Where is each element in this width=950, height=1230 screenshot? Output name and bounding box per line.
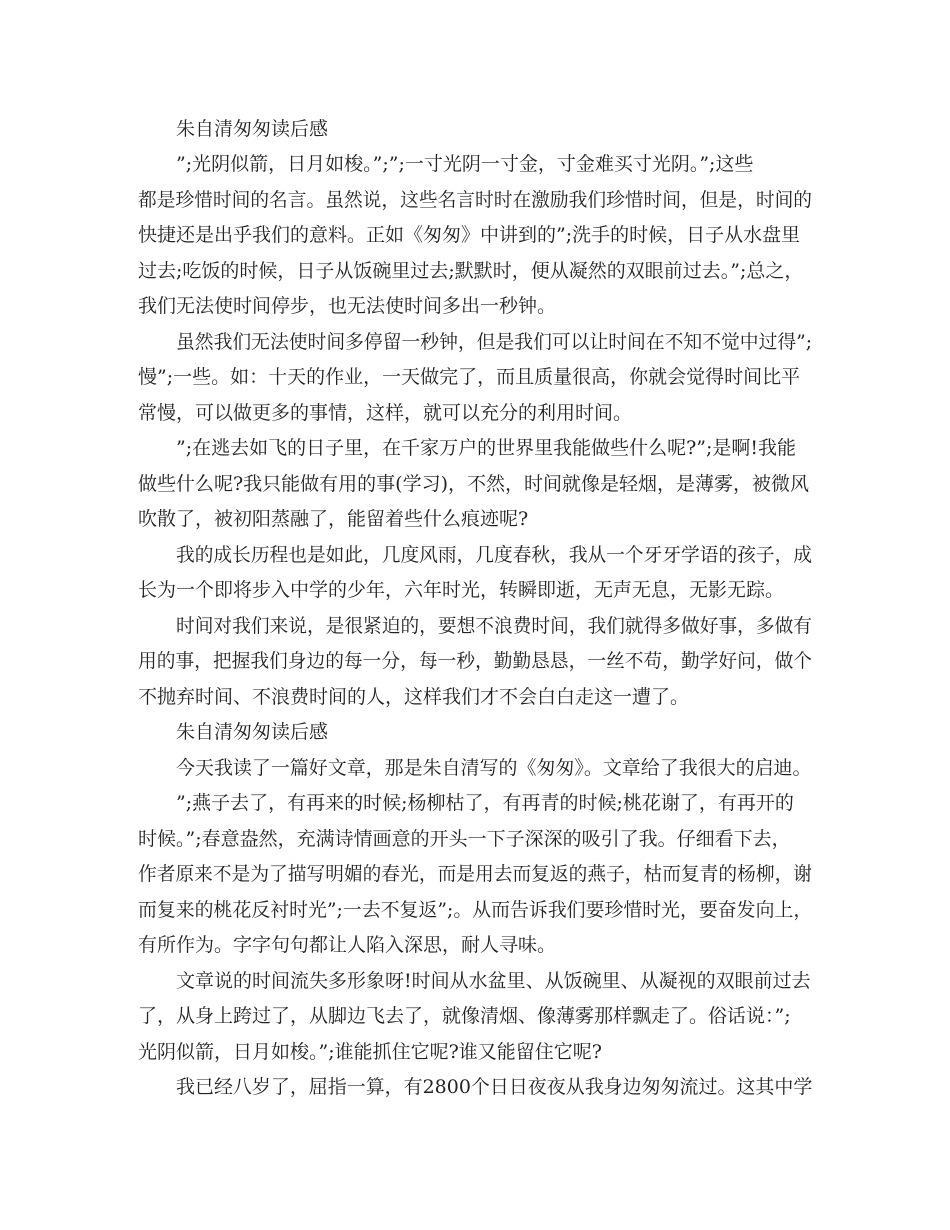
- body-text-line: ”;在逃去如飞的日子里，在千家万户的世界里我能做些什么呢?”;是啊!我能: [176, 437, 797, 459]
- body-text-line: 而复来的桃花反衬时光”;一去不复返”;。从而告诉我们要珍惜时光，要奋发向上，: [138, 899, 813, 921]
- body-text-line: 过去;吃饭的时候，日子从饭碗里过去;默默时，便从凝然的双眼前过去。”;总之，: [138, 260, 804, 282]
- body-text-line: 我已经八岁了，屈指一算，有2800个日日夜夜从我身边匆匆流过。这其中学: [176, 1076, 813, 1098]
- body-text-line: 常慢，可以做更多的事情，这样，就可以充分的利用时间。: [138, 402, 633, 424]
- body-text-line: 慢”;一些。如：十天的作业，一天做完了，而且质量很高，你就会觉得时间比平: [138, 366, 801, 388]
- body-text-line: 我的成长历程也是如此，几度风雨，几度春秋，我从一个牙牙学语的孩子，成: [176, 544, 813, 566]
- body-text-line: 时候。”;春意盎然，充满诗情画意的开头一下子深深的吸引了我。仔细看下去，: [138, 828, 791, 850]
- body-text-line: 今天我读了一篇好文章，那是朱自清写的《匆匆》。文章给了我很大的启迪。: [176, 757, 812, 779]
- body-text-line: 长为一个即将步入中学的少年，六年时光，转瞬即逝，无声无息，无影无踪。: [138, 579, 785, 601]
- body-text-line: 时间对我们来说，是很紧迫的，要想不浪费时间，我们就得多做好事，多做有: [176, 615, 813, 637]
- body-text-line: 作者原来不是为了描写明媚的春光，而是用去而复返的燕子，枯而复青的杨柳，谢: [138, 863, 813, 885]
- section-title: 朱自清匆匆读后感: [176, 118, 329, 140]
- body-text-line: 我们无法使时间停步，也无法使时间多出一秒钟。: [138, 295, 557, 317]
- body-text-line: 光阴似箭，日月如梭。”;谁能抓住它呢?谁又能留住它呢?: [138, 1041, 602, 1063]
- body-text-line: 吹散了，被初阳蒸融了，能留着些什么痕迹呢?: [138, 508, 529, 530]
- body-text-line: 有所作为。字字句句都让人陷入深思，耐人寻味。: [138, 934, 557, 956]
- body-text-line: ”;燕子去了，有再来的时候;杨柳枯了，有再青的时候;桃花谢了，有再开的: [176, 792, 794, 814]
- body-text-line: 用的事，把握我们身边的每一分，每一秒，勤勤恳恳，一丝不苟，勤学好问，做个: [138, 650, 813, 672]
- body-text-line: 虽然我们无法使时间多停留一秒钟，但是我们可以让时间在不知不觉中过得”;: [176, 331, 813, 353]
- body-text-line: 快捷还是出乎我们的意料。正如《匆匆》中讲到的”;洗手的时候，日子从水盘里: [138, 224, 801, 246]
- body-text-line: 文章说的时间流失多形象呀!时间从水盆里、从饭碗里、从凝视的双眼前过去: [176, 970, 811, 992]
- body-text-line: 了，从身上跨过了，从脚边飞去了，就像清烟、像薄雾那样飘走了。俗话说：”;: [138, 1005, 791, 1027]
- body-text-line: 做些什么呢?我只能做有用的事(学习)，不然，时间就像是轻烟，是薄雾，被微风: [138, 473, 810, 495]
- body-text-line: 都是珍惜时间的名言。虽然说，这些名言时时在激励我们珍惜时间，但是，时间的: [138, 189, 813, 211]
- body-text-line: 不抛弃时间、不浪费时间的人，这样我们才不会白白走这一遭了。: [138, 686, 690, 708]
- section-title: 朱自清匆匆读后感: [176, 721, 329, 743]
- body-text-line: ”;光阴似箭，日月如梭。”;”;一寸光阴一寸金，寸金难买寸光阴。”;这些: [176, 153, 754, 175]
